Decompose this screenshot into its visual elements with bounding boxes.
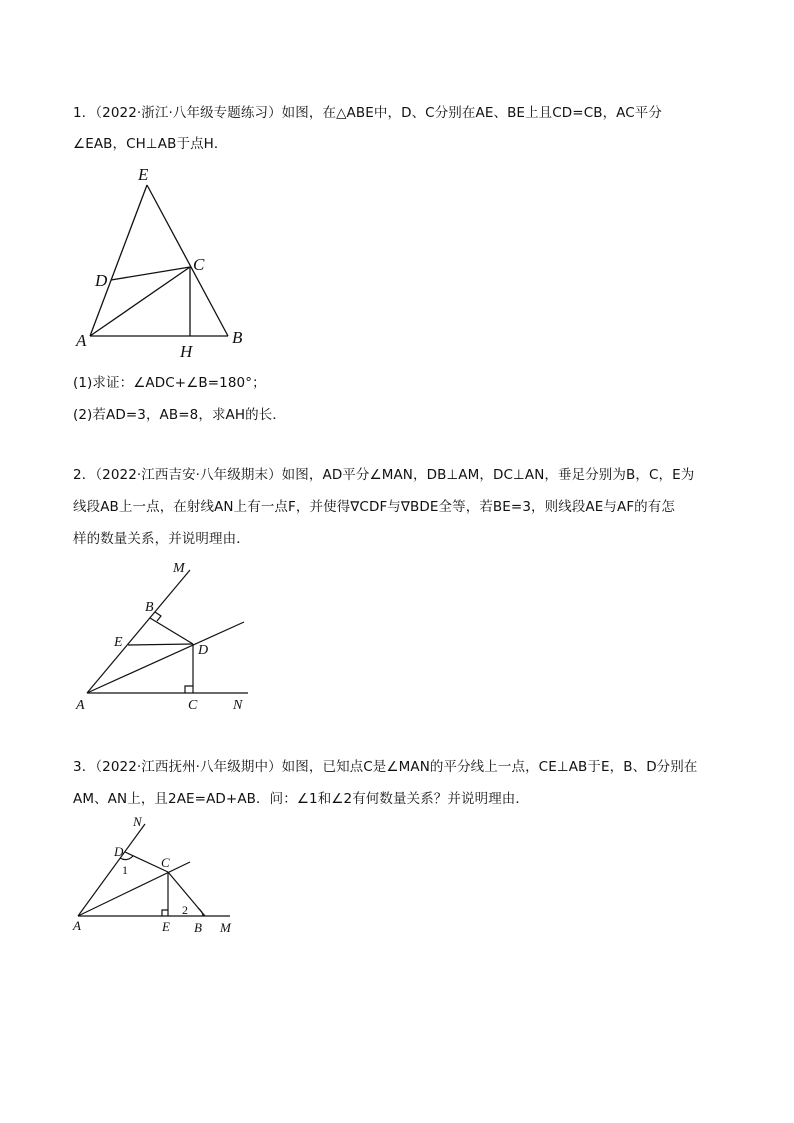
label-E: E [138,165,149,184]
label-angle-2: 2 [182,903,188,917]
label-C: C [193,255,205,274]
label-B: B [145,600,154,615]
segment-BD [150,618,193,644]
label-A: A [76,698,85,713]
label-H: H [180,342,193,361]
problem1-text-line2: ∠EAB，CH⊥AB于点H． [73,136,228,152]
problem1-figure [70,160,260,360]
problem1-part1: (1)求证：∠ADC+∠B=180°； [73,375,266,391]
label-D: D [198,643,209,658]
segment-ED [128,644,193,645]
right-angle-E [162,910,168,916]
right-angle-B [155,612,161,621]
label-A: A [76,331,87,350]
label-E: E [162,919,170,934]
right-angle-C [185,686,193,693]
label-N: N [233,698,243,713]
label-M: M [173,561,185,576]
label-angle-1: 1 [122,863,128,877]
problem3-text-line2: AM、AN上，且2AE=AD+AB．问：∠1和∠2有何数量关系？并说明理由． [73,791,530,807]
problem3-text-line1: 3．（2022·江西抚州·八年级期中）如图，已知点C是∠MAN的平分线上一点，CE⊥AB于E，B、D分别在 [73,759,698,775]
problem1-part2: (2)若AD=3，AB=8，求AH的长． [73,407,286,423]
angle-arc-2 [198,908,203,916]
problem3-figure [70,810,240,940]
label-D: D [114,844,124,859]
problem2-text-line3: 样的数量关系，并说明理由． [73,531,250,547]
label-C: C [161,855,170,870]
label-C: C [188,698,198,713]
ray-AC [78,862,190,916]
label-M: M [220,920,231,935]
label-B: B [194,920,202,935]
problem2-text-line1: 2．（2022·江西吉安·八年级期末）如图，AD平分∠MAN，DB⊥AM，DC⊥AN，垂足分别为B，C，E为 [73,467,695,483]
segment-EB [147,185,228,336]
label-B: B [232,328,243,347]
ray-AD [87,622,244,693]
problem2-text-line2: 线段AB上一点，在射线AN上有一点F，并使得∇CDF与∇BDE全等，若BE=3，则线段AE与AF的有怎 [73,499,675,515]
label-E: E [114,635,123,650]
ray-AN [78,824,145,916]
segment-AE [90,185,147,336]
ray-AM [87,570,190,693]
problem2-figure [70,555,270,715]
label-D: D [95,271,108,290]
label-A: A [73,918,81,933]
problem1-text-line1: 1．（2022·浙江·八年级专题练习）如图，在△ABE中，D、C分别在AE、BE上且CD=CB，AC平分 [73,105,663,121]
label-N: N [133,814,142,829]
segment-DC [111,267,190,280]
